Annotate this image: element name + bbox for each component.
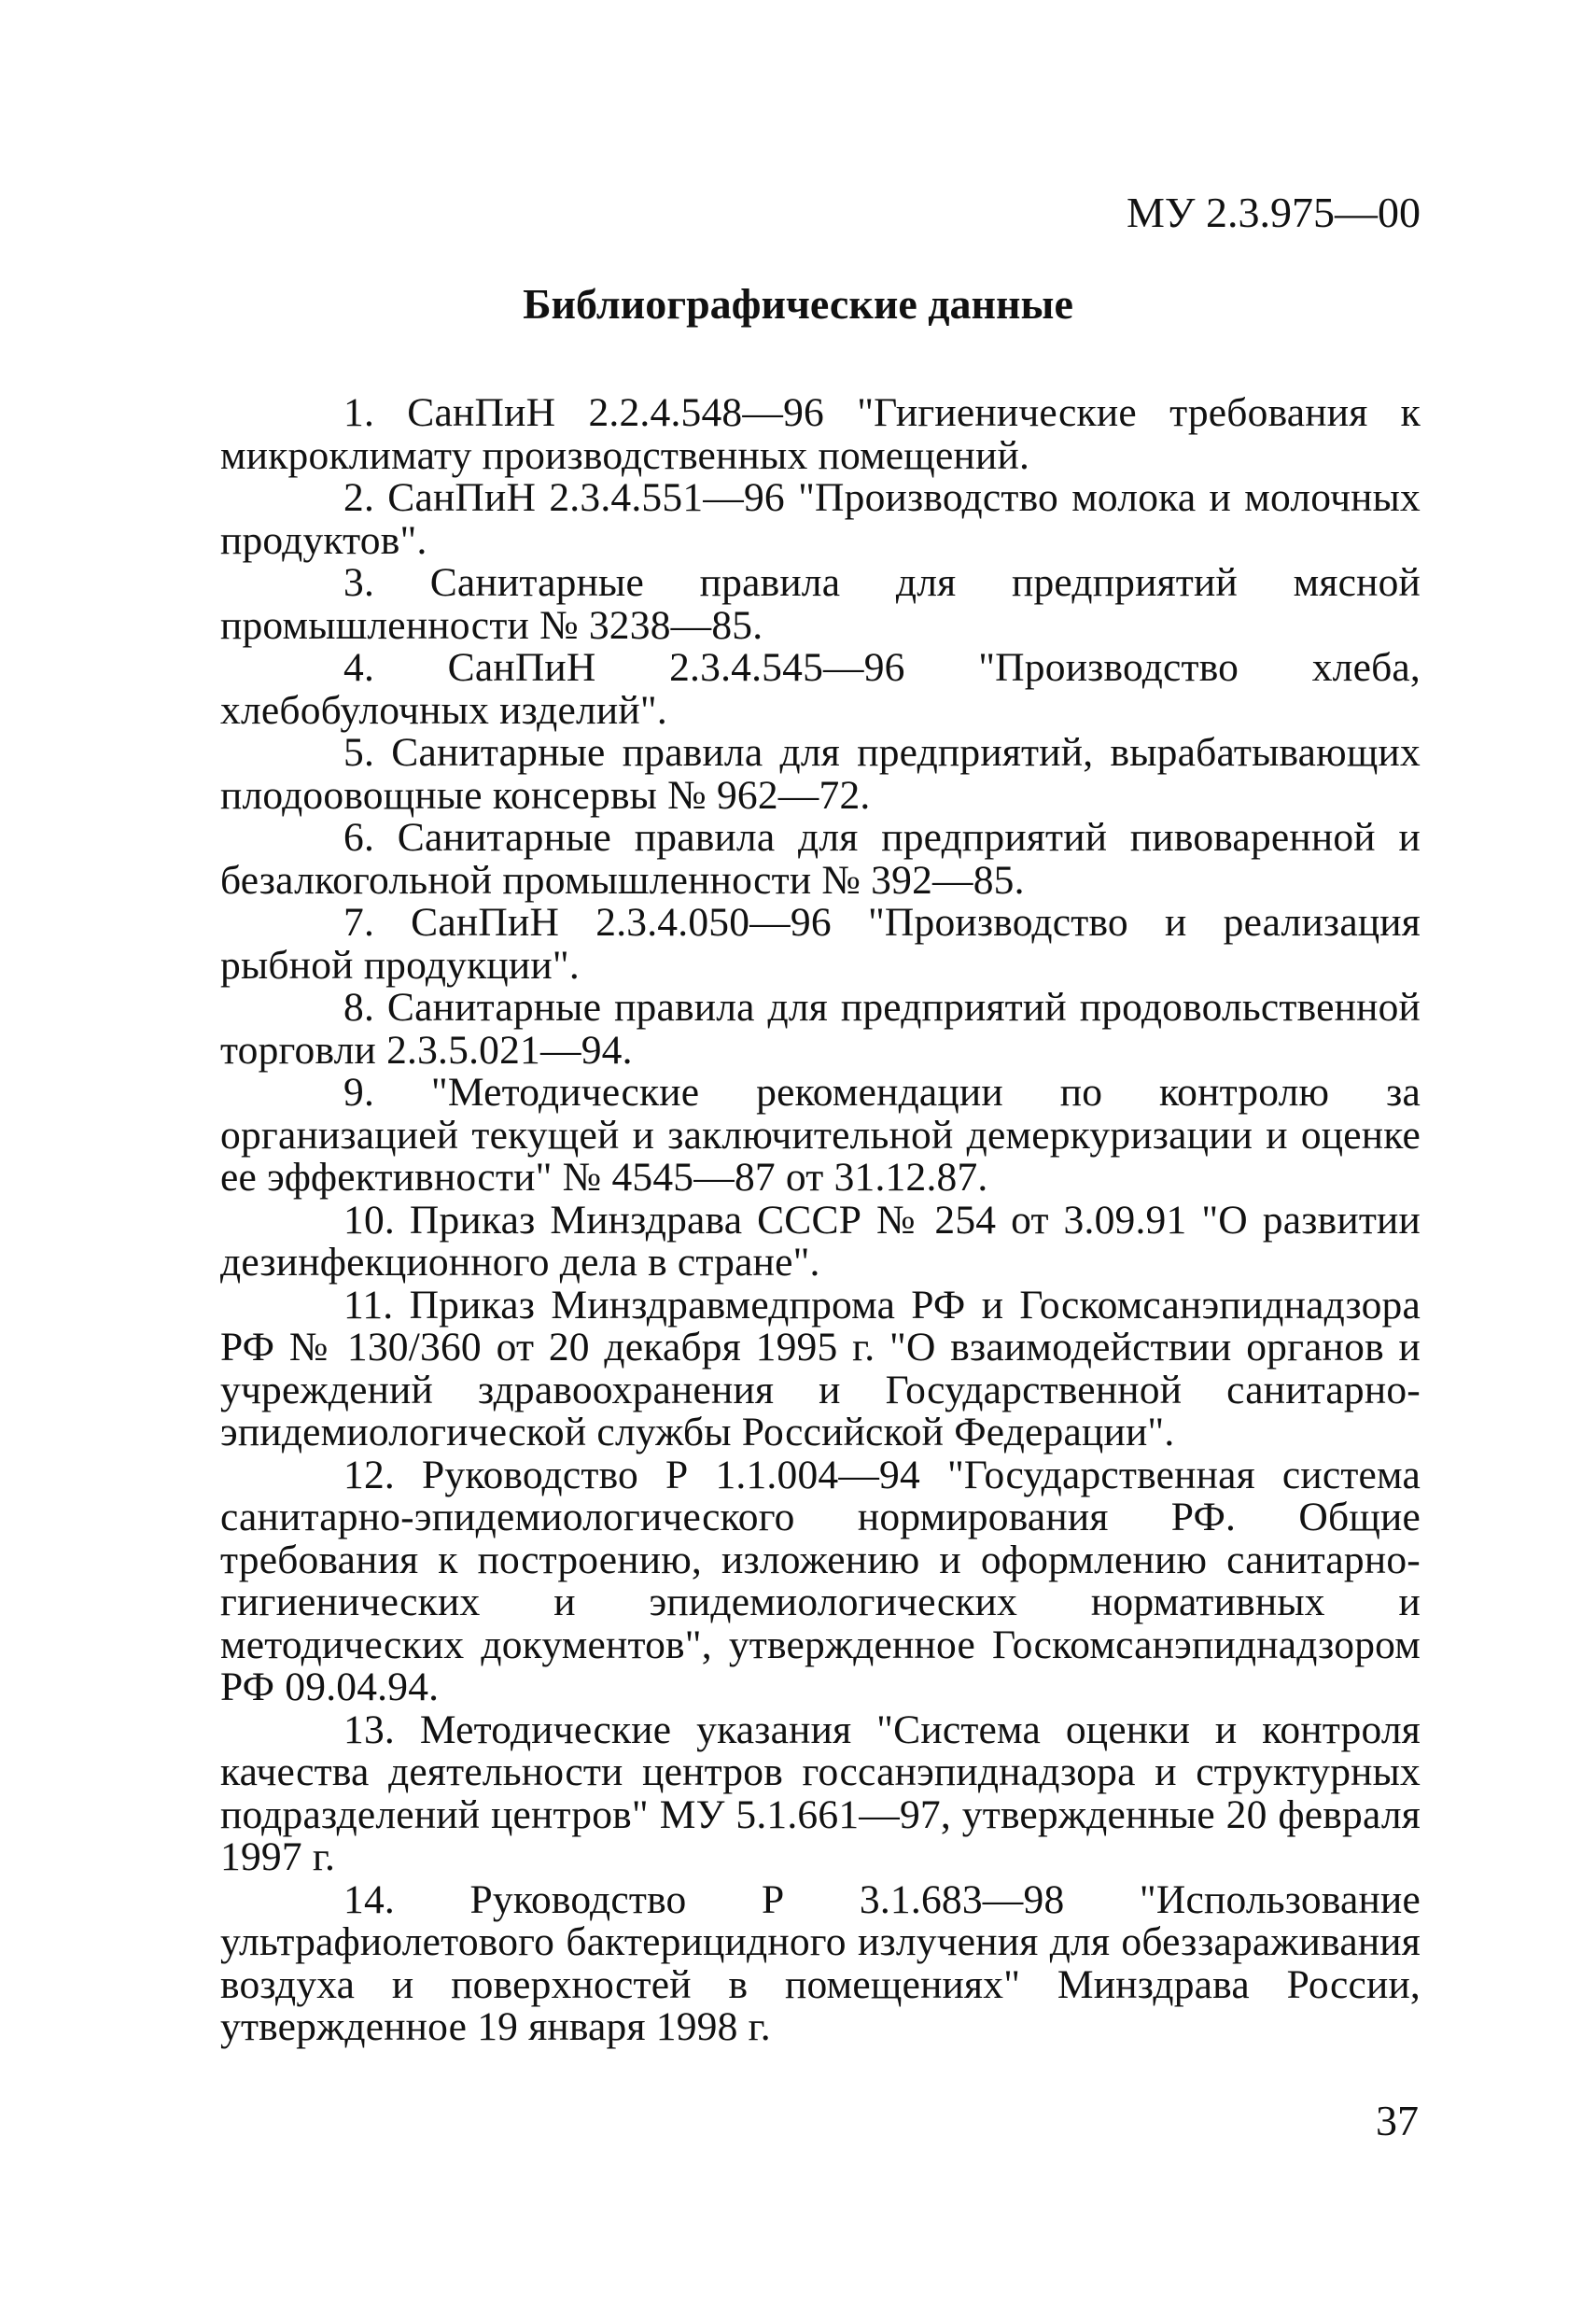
page-number: 37 (1376, 2097, 1419, 2144)
reference-item: 1. СанПиН 2.2.4.548—96 "Гигиенические требования к микроклимату производственных помещений. (220, 390, 1421, 478)
reference-item: 9. "Методические рекомендации по контролю за организацией текущей и заключительной демеркуризации и оценке ее эффективности" № 4545—87 от 31.12.87. (220, 1070, 1421, 1200)
reference-item: 11. Приказ Минздравмедпрома РФ и Госкомсанэпиднадзора РФ № 130/360 от 20 декабря 1995 г. "О взаимодействии органов и учреждений здравоохранения и Государственной санитарно-эпидемиологической службы Российской Федерации". (220, 1282, 1421, 1454)
reference-item: 10. Приказ Минздрава СССР № 254 от 3.09.91 "О развитии дезинфекционного дела в стране". (220, 1197, 1421, 1285)
reference-item: 5. Санитарные правила для предприятий, вырабатывающих плодоовощные консервы № 962—72. (220, 730, 1421, 818)
reference-item: 8. Санитарные правила для предприятий продовольственной торговли 2.3.5.021—94. (220, 985, 1421, 1073)
reference-item: 3. Санитарные правила для предприятий мясной промышленности № 3238—85. (220, 560, 1421, 648)
reference-item: 6. Санитарные правила для предприятий пивоваренной и безалкогольной промышленности № 392—85. (220, 815, 1421, 903)
reference-item: 12. Руководство Р 1.1.004—94 "Государственная система санитарно-эпидемиологического нормирования РФ. Общие требования к построению, изложению и оформлению санитарно-гигиенических и эпидемиологических нормативных и методических документов", утвержденное Госкомсанэпиднадзором РФ 09.04.94. (220, 1452, 1421, 1709)
page-title: Библиографические данные (523, 280, 1073, 328)
document-code: МУ 2.3.975—00 (1127, 189, 1421, 236)
bibliography-list (220, 392, 1421, 2049)
reference-item: 7. СанПиН 2.3.4.050—96 "Производство и реализация рыбной продукции". (220, 900, 1421, 988)
reference-item: 4. СанПиН 2.3.4.545—96 "Производство хлеба, хлебобулочных изделий". (220, 645, 1421, 733)
reference-item: 14. Руководство Р 3.1.683—98 "Использование ультрафиолетового бактерицидного излучения для обеззараживания воздуха и поверхностей в помещениях" Минздрава России, утвержденное 19 января 1998 г. (220, 1876, 1421, 2049)
reference-item: 2. СанПиН 2.3.4.551—96 "Производство молока и молочных продуктов". (220, 475, 1421, 563)
reference-item: 13. Методические указания "Система оценки и контроля качества деятельности центров госсанэпиднадзора и структурных подразделений центров" МУ 5.1.661—97, утвержденные 20 февраля 1997 г. (220, 1707, 1421, 1879)
